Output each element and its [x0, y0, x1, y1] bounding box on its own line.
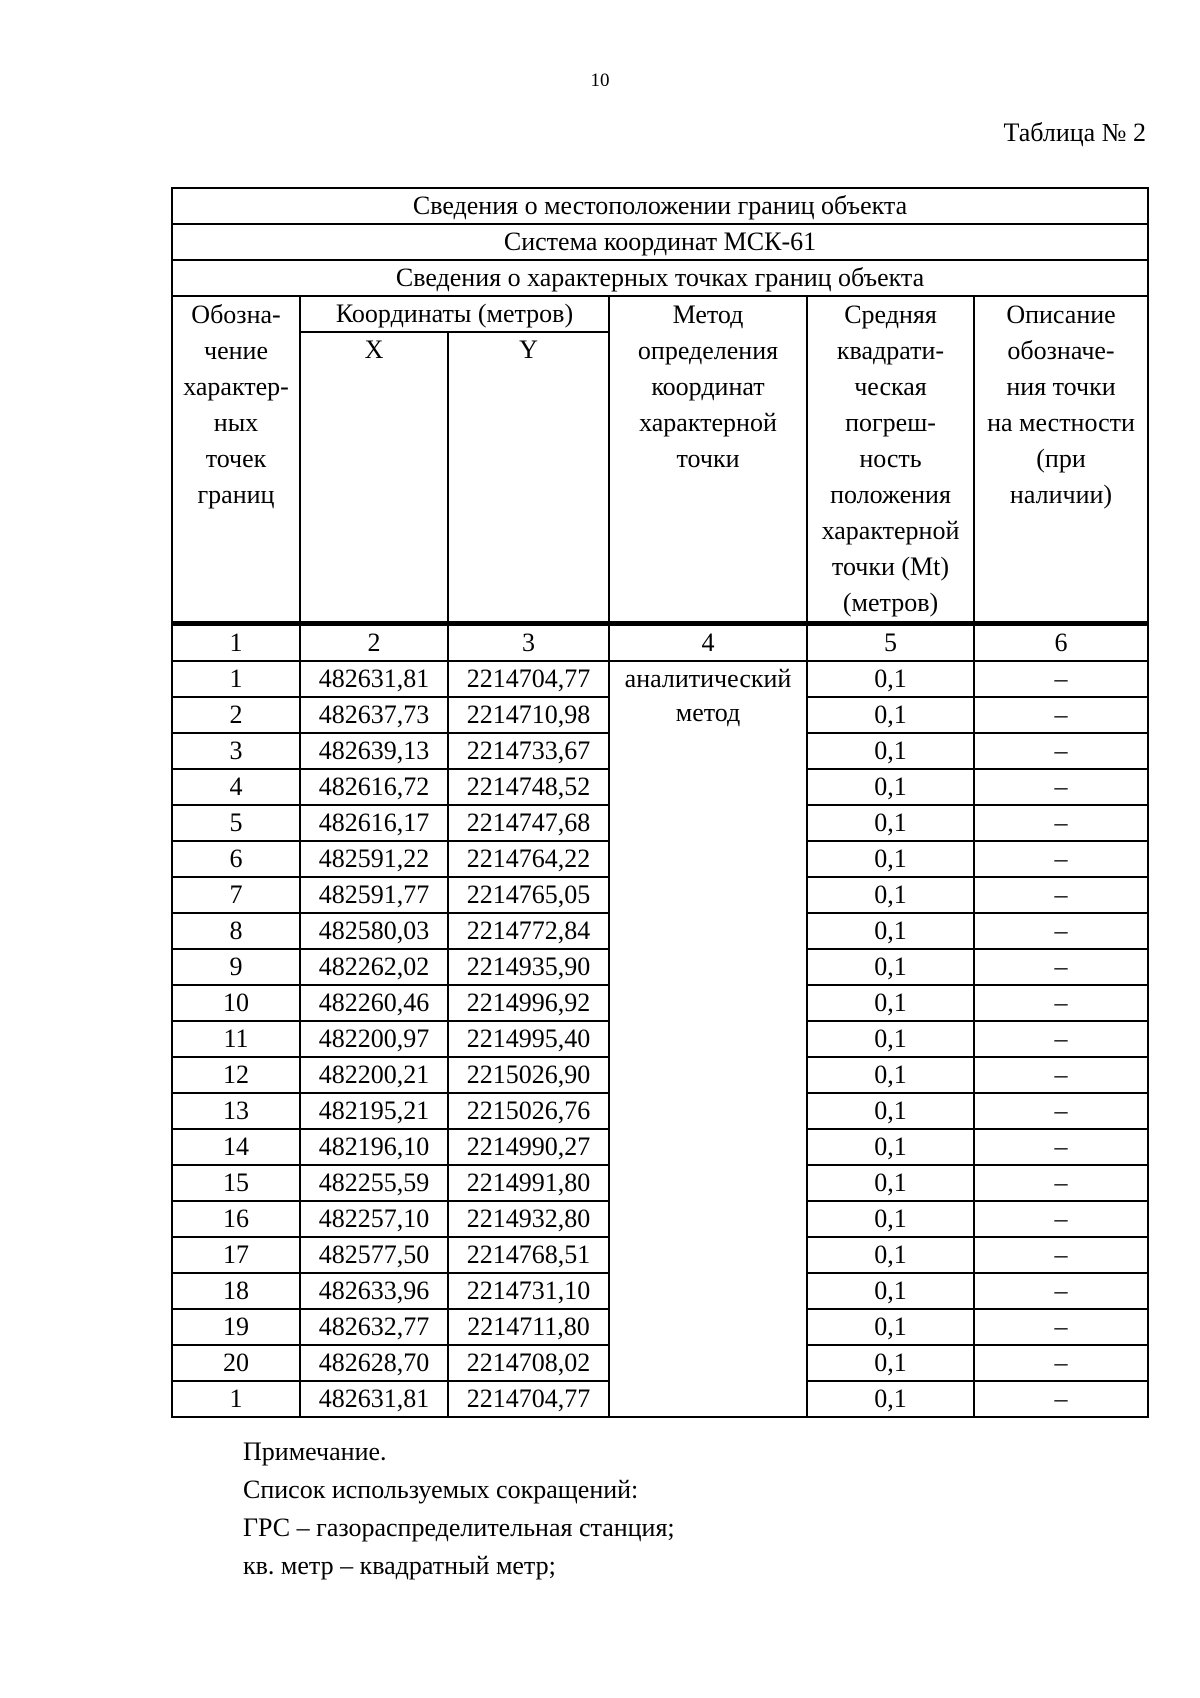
mt-value: 0,1 [807, 1057, 974, 1093]
coord-x: 482631,81 [300, 661, 448, 697]
point-description: – [974, 661, 1148, 697]
coord-y: 2214764,22 [448, 841, 609, 877]
point-description: – [974, 1201, 1148, 1237]
mt-value: 0,1 [807, 913, 974, 949]
point-description: – [974, 913, 1148, 949]
point-description: – [974, 985, 1148, 1021]
point-description: – [974, 1165, 1148, 1201]
point-number: 1 [172, 661, 300, 697]
note-title: Примечание. [243, 1437, 387, 1466]
point-number: 7 [172, 877, 300, 913]
point-description: – [974, 1273, 1148, 1309]
coord-y: 2214711,80 [448, 1309, 609, 1345]
header-description: Описание обозначе- ния точки на местности (при наличии) [974, 296, 1148, 624]
point-number: 1 [172, 1381, 300, 1417]
point-number: 4 [172, 769, 300, 805]
point-number: 19 [172, 1309, 300, 1345]
coord-y: 2214708,02 [448, 1345, 609, 1381]
point-description: – [974, 1237, 1148, 1273]
point-number: 14 [172, 1129, 300, 1165]
column-number: 4 [609, 624, 807, 662]
coord-y: 2214731,10 [448, 1273, 609, 1309]
note [243, 1433, 675, 1585]
coord-x: 482195,21 [300, 1093, 448, 1129]
coord-x: 482200,97 [300, 1021, 448, 1057]
point-number: 2 [172, 697, 300, 733]
point-number: 6 [172, 841, 300, 877]
coordinate-system: Система координат МСК-61 [172, 224, 1148, 260]
column-number: 5 [807, 624, 974, 662]
point-number: 17 [172, 1237, 300, 1273]
abbreviation-item: кв. метр – квадратный метр; [243, 1551, 556, 1580]
point-number: 16 [172, 1201, 300, 1237]
coord-x: 482632,77 [300, 1309, 448, 1345]
point-description: – [974, 1093, 1148, 1129]
mt-value: 0,1 [807, 1237, 974, 1273]
point-description: – [974, 733, 1148, 769]
table-title: Сведения о местоположении границ объекта [172, 188, 1148, 224]
coord-x: 482628,70 [300, 1345, 448, 1381]
mt-value: 0,1 [807, 1201, 974, 1237]
column-number: 1 [172, 624, 300, 662]
mt-value: 0,1 [807, 1381, 974, 1417]
coord-x: 482577,50 [300, 1237, 448, 1273]
point-description: – [974, 1021, 1148, 1057]
coordinates-table [171, 187, 1149, 1418]
coord-x: 482591,77 [300, 877, 448, 913]
mt-value: 0,1 [807, 697, 974, 733]
coord-x: 482200,21 [300, 1057, 448, 1093]
point-description: – [974, 1381, 1148, 1417]
mt-value: 0,1 [807, 1309, 974, 1345]
coord-y: 2214768,51 [448, 1237, 609, 1273]
coord-x: 482616,17 [300, 805, 448, 841]
header-method: Метод определения координат характерной точки [609, 296, 807, 624]
coord-x: 482633,96 [300, 1273, 448, 1309]
header-designation: Обозна- чение характер- ных точек границ [172, 296, 300, 624]
mt-value: 0,1 [807, 1165, 974, 1201]
coord-x: 482591,22 [300, 841, 448, 877]
coord-y: 2214747,68 [448, 805, 609, 841]
point-number: 5 [172, 805, 300, 841]
table-caption: Таблица № 2 [1003, 118, 1146, 147]
point-description: – [974, 841, 1148, 877]
coord-x: 482257,10 [300, 1201, 448, 1237]
coord-y: 2214733,67 [448, 733, 609, 769]
point-description: – [974, 1129, 1148, 1165]
point-number: 9 [172, 949, 300, 985]
point-description: – [974, 949, 1148, 985]
point-number: 13 [172, 1093, 300, 1129]
mt-value: 0,1 [807, 841, 974, 877]
point-number: 12 [172, 1057, 300, 1093]
point-number: 18 [172, 1273, 300, 1309]
mt-value: 0,1 [807, 733, 974, 769]
coord-y: 2214772,84 [448, 913, 609, 949]
coord-x: 482260,46 [300, 985, 448, 1021]
coord-x: 482639,13 [300, 733, 448, 769]
coord-y: 2214990,27 [448, 1129, 609, 1165]
point-description: – [974, 1057, 1148, 1093]
table-row [172, 661, 1148, 697]
coord-x: 482255,59 [300, 1165, 448, 1201]
mt-value: 0,1 [807, 769, 974, 805]
mt-value: 0,1 [807, 661, 974, 697]
coord-y: 2214932,80 [448, 1201, 609, 1237]
point-description: – [974, 697, 1148, 733]
coord-y: 2214996,92 [448, 985, 609, 1021]
point-description: – [974, 877, 1148, 913]
mt-value: 0,1 [807, 949, 974, 985]
coord-y: 2214991,80 [448, 1165, 609, 1201]
coord-y: 2214710,98 [448, 697, 609, 733]
header-x: X [300, 332, 448, 623]
coord-y: 2214995,40 [448, 1021, 609, 1057]
point-number: 20 [172, 1345, 300, 1381]
point-description: – [974, 805, 1148, 841]
coord-y: 2214704,77 [448, 661, 609, 697]
mt-value: 0,1 [807, 985, 974, 1021]
abbreviation-item: ГРС – газораспределительная станция; [243, 1513, 675, 1542]
page-number: 10 [590, 70, 610, 91]
coord-y: 2214704,77 [448, 1381, 609, 1417]
mt-value: 0,1 [807, 1273, 974, 1309]
coord-y: 2215026,90 [448, 1057, 609, 1093]
mt-value: 0,1 [807, 1129, 974, 1165]
point-description: – [974, 769, 1148, 805]
coord-x: 482637,73 [300, 697, 448, 733]
coord-x: 482262,02 [300, 949, 448, 985]
coord-x: 482196,10 [300, 1129, 448, 1165]
abbreviations-title: Список используемых сокращений: [243, 1475, 639, 1504]
point-number: 11 [172, 1021, 300, 1057]
header-error: Средняя квадрати- ческая погреш- ность положения характерной точки (Mt) (метров) [807, 296, 974, 624]
column-number: 3 [448, 624, 609, 662]
coord-x: 482616,72 [300, 769, 448, 805]
coord-y: 2215026,76 [448, 1093, 609, 1129]
mt-value: 0,1 [807, 1345, 974, 1381]
mt-value: 0,1 [807, 877, 974, 913]
point-number: 10 [172, 985, 300, 1021]
coord-x: 482580,03 [300, 913, 448, 949]
header-y: Y [448, 332, 609, 623]
point-number: 3 [172, 733, 300, 769]
point-description: – [974, 1345, 1148, 1381]
column-numbers-row [172, 624, 1148, 662]
points-heading: Сведения о характерных точках границ объекта [172, 260, 1148, 296]
mt-value: 0,1 [807, 1021, 974, 1057]
column-number: 6 [974, 624, 1148, 662]
coord-x: 482631,81 [300, 1381, 448, 1417]
point-number: 15 [172, 1165, 300, 1201]
method-cell: аналитический метод [609, 661, 807, 1417]
coord-y: 2214765,05 [448, 877, 609, 913]
column-number: 2 [300, 624, 448, 662]
header-coordinates: Координаты (метров) [300, 296, 609, 332]
mt-value: 0,1 [807, 1093, 974, 1129]
coord-y: 2214935,90 [448, 949, 609, 985]
coord-y: 2214748,52 [448, 769, 609, 805]
point-number: 8 [172, 913, 300, 949]
mt-value: 0,1 [807, 805, 974, 841]
point-description: – [974, 1309, 1148, 1345]
